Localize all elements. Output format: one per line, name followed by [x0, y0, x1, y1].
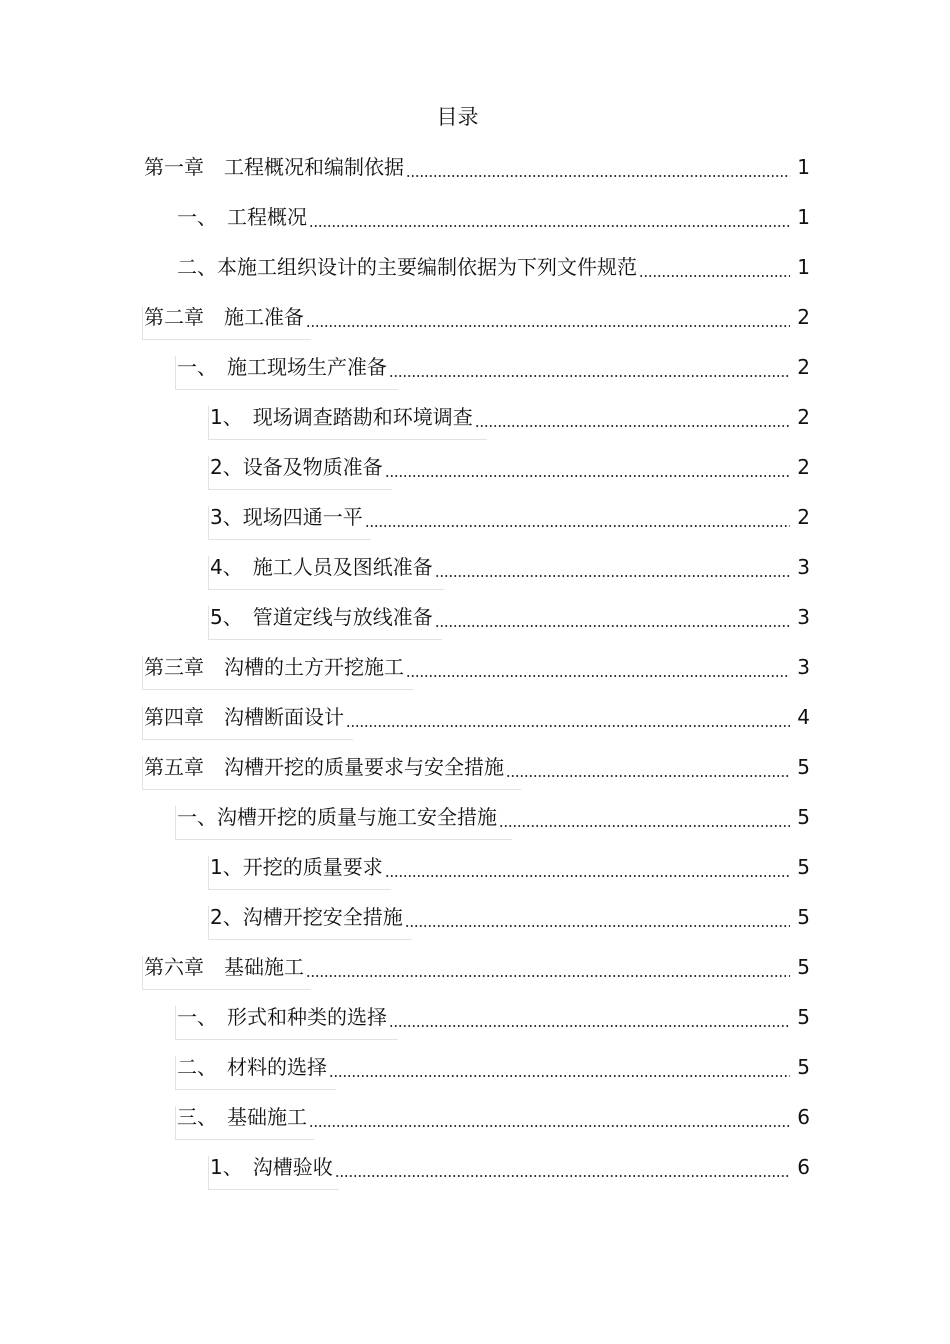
toc-entry-text: 2、沟槽开挖安全措施	[210, 905, 403, 929]
toc-entry-text: 1、 沟槽验收	[210, 1155, 333, 1179]
toc-entry[interactable]	[144, 752, 810, 782]
toc-entry[interactable]	[177, 202, 810, 232]
toc-page-number: 2	[797, 355, 810, 379]
toc-entry[interactable]	[177, 1052, 810, 1082]
dot-leader	[306, 302, 790, 332]
dot-leader	[309, 1102, 790, 1132]
toc-entry-text: 第六章 基础施工	[144, 955, 304, 979]
toc-page-number: 5	[797, 905, 810, 929]
toc-entry[interactable]	[210, 452, 810, 482]
toc-page-number: 2	[797, 455, 810, 479]
toc-page-number: 5	[797, 1005, 810, 1029]
toc-page-number: 3	[797, 605, 810, 629]
toc-page-number: 1	[797, 205, 810, 229]
dot-leader	[385, 852, 790, 882]
toc-page-number: 1	[797, 155, 810, 179]
toc-page-number: 2	[797, 305, 810, 329]
toc-entry[interactable]	[177, 1002, 810, 1032]
dot-leader	[306, 952, 790, 982]
toc-page-number: 5	[797, 855, 810, 879]
toc-page-number: 1	[797, 255, 810, 279]
toc-entry[interactable]	[144, 302, 810, 332]
toc-entry[interactable]	[210, 402, 810, 432]
dot-leader	[389, 1002, 790, 1032]
toc-page-number: 3	[797, 555, 810, 579]
toc-entry-text: 第二章 施工准备	[144, 305, 304, 329]
toc-entry-text: 三、 基础施工	[177, 1105, 307, 1129]
toc-entry[interactable]	[210, 502, 810, 532]
toc-entry-text: 第三章 沟槽的土方开挖施工	[144, 655, 404, 679]
toc-entry-text: 一、 形式和种类的选择	[177, 1005, 387, 1029]
toc-entry[interactable]	[177, 352, 810, 382]
dot-leader	[435, 602, 790, 632]
toc-entry-text: 5、 管道定线与放线准备	[210, 605, 433, 629]
dot-leader	[335, 1152, 790, 1182]
toc-entry[interactable]	[144, 952, 810, 982]
toc-entry[interactable]	[144, 702, 810, 732]
toc-entry[interactable]	[144, 152, 810, 182]
toc-entry-text: 一、 工程概况	[177, 205, 307, 229]
dot-leader	[435, 552, 790, 582]
toc-entry-text: 二、 材料的选择	[177, 1055, 327, 1079]
toc-entry[interactable]	[177, 1102, 810, 1132]
toc-page-number: 4	[797, 705, 810, 729]
dot-leader	[346, 702, 790, 732]
dot-leader	[506, 752, 790, 782]
toc-page-number: 6	[797, 1155, 810, 1179]
dot-leader	[329, 1052, 790, 1082]
dot-leader	[405, 902, 790, 932]
toc-entry[interactable]	[177, 252, 810, 282]
toc-page-number: 3	[797, 655, 810, 679]
toc-entry-text: 4、 施工人员及图纸准备	[210, 555, 433, 579]
toc-page-number: 6	[797, 1105, 810, 1129]
toc-entry-text: 1、开挖的质量要求	[210, 855, 383, 879]
toc-entry[interactable]	[177, 802, 810, 832]
toc-page-number: 2	[797, 405, 810, 429]
toc-entry[interactable]	[144, 652, 810, 682]
toc-entry-text: 一、 施工现场生产准备	[177, 355, 387, 379]
dot-leader	[475, 402, 790, 432]
toc-entry-text: 第四章 沟槽断面设计	[144, 705, 344, 729]
toc-page-number: 5	[797, 1055, 810, 1079]
toc-entry-text: 1、 现场调查踏勘和环境调查	[210, 405, 473, 429]
toc-entry[interactable]	[210, 602, 810, 632]
toc-page-number: 5	[797, 955, 810, 979]
dot-leader	[385, 452, 790, 482]
dot-leader	[389, 352, 790, 382]
toc-entry[interactable]	[210, 552, 810, 582]
dot-leader	[365, 502, 790, 532]
toc-entry-text: 第五章 沟槽开挖的质量要求与安全措施	[144, 755, 504, 779]
dot-leader	[639, 252, 790, 282]
toc-entry-text: 3、现场四通一平	[210, 505, 363, 529]
toc-entry[interactable]	[210, 852, 810, 882]
toc-entry-text: 第一章 工程概况和编制依据	[144, 155, 404, 179]
toc-entry[interactable]	[210, 902, 810, 932]
dot-leader	[406, 152, 790, 182]
dot-leader	[309, 202, 790, 232]
toc-page-number: 5	[797, 805, 810, 829]
toc-page-number: 5	[797, 755, 810, 779]
toc-entry-text: 一、沟槽开挖的质量与施工安全措施	[177, 805, 497, 829]
toc-entry-text: 2、设备及物质准备	[210, 455, 383, 479]
dot-leader	[499, 802, 790, 832]
toc-entry-text: 二、本施工组织设计的主要编制依据为下列文件规范	[177, 255, 637, 279]
toc-page-number: 2	[797, 505, 810, 529]
dot-leader	[406, 652, 790, 682]
toc-entry[interactable]	[210, 1152, 810, 1182]
page-title: 目录	[436, 105, 479, 129]
